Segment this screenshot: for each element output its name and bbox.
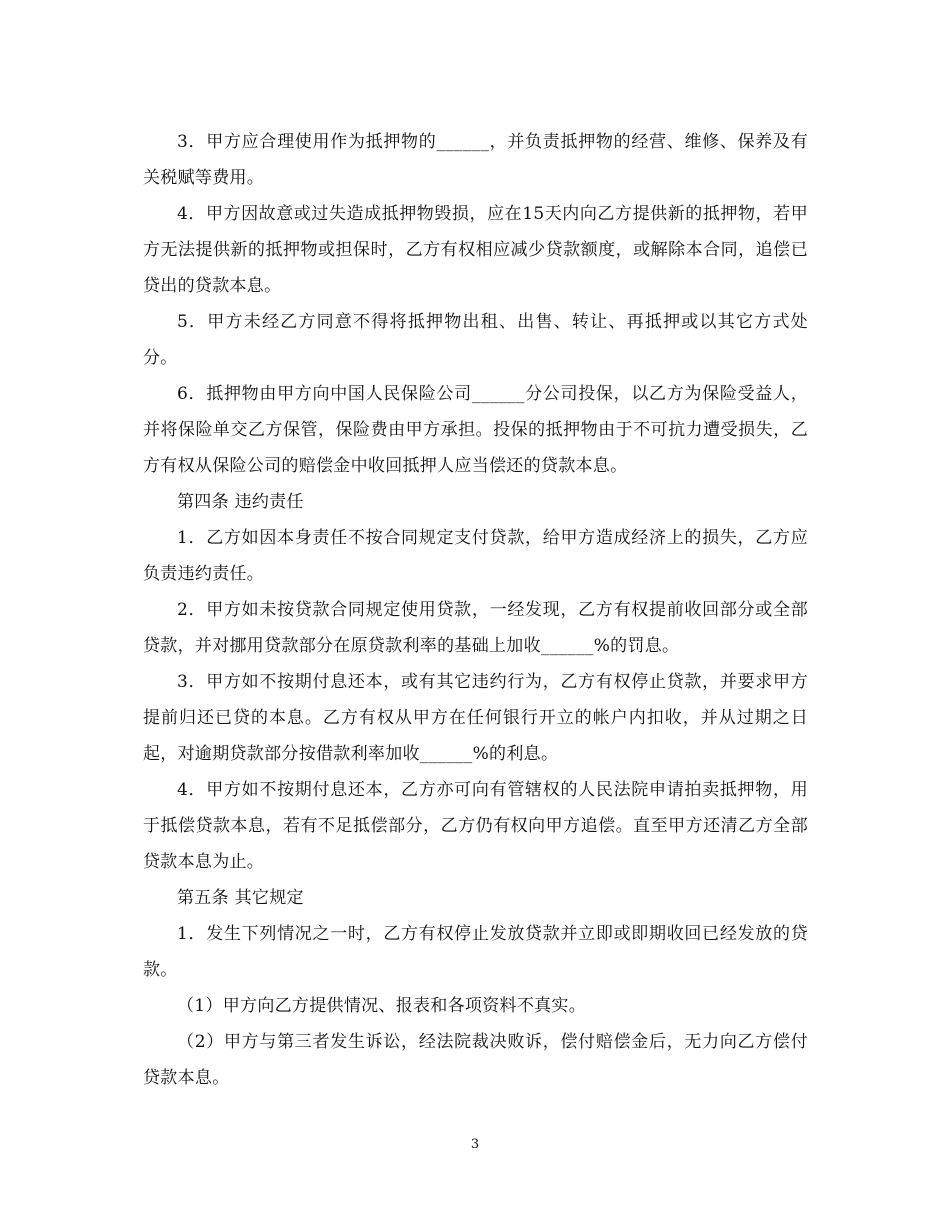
article-4-heading: 第四条 违约责任 <box>177 492 304 512</box>
page-number: 3 <box>470 1137 480 1152</box>
clause-5-collateral-disposal: 5．甲方未经乙方同意不得将抵押物出租、出售、转让、再抵押或以其它方式处分。 <box>143 312 808 368</box>
document-body <box>143 124 808 1096</box>
article-5-item-1: （1）甲方向乙方提供情况、报表和各项资料不真实。 <box>177 996 587 1016</box>
article-4-clause-2: 2．甲方如未按贷款合同规定使用贷款，一经发现，乙方有权提前收回部分或全部贷款，并对挪用贷款部分在原贷款利率的基础上加收______%的罚息。 <box>143 600 808 656</box>
clause-6-collateral-insurance: 6．抵押物由甲方向中国人民保险公司______分公司投保，以乙方为保险受益人，并将保险单交乙方保管，保险费由甲方承担。投保的抵押物由于不可抗力遭受损失，乙方有权从保险公司的赔偿金中收回抵押人应当偿还的贷款本息。 <box>143 384 808 476</box>
article-5-clause-1: 1．发生下列情况之一时，乙方有权停止发放贷款并立即或即期收回已经发放的贷款。 <box>143 924 808 980</box>
article-4-clause-3: 3．甲方如不按期付息还本，或有其它违约行为，乙方有权停止贷款，并要求甲方提前归还已贷的本息。乙方有权从甲方在任何银行开立的帐户内扣收，并从过期之日起，对逾期贷款部分按借款利率加收______%的利息。 <box>143 672 808 764</box>
clause-3-collateral-use: 3．甲方应合理使用作为抵押物的______，并负责抵押物的经营、维修、保养及有关税赋等费用。 <box>143 132 808 188</box>
article-4-clause-1: 1．乙方如因本身责任不按合同规定支付贷款，给甲方造成经济上的损失，乙方应负责违约责任。 <box>143 528 808 584</box>
article-5-heading: 第五条 其它规定 <box>177 888 304 908</box>
clause-4-collateral-damage: 4．甲方因故意或过失造成抵押物毁损，应在15天内向乙方提供新的抵押物，若甲方无法提供新的抵押物或担保时，乙方有权相应减少贷款额度，或解除本合同，追偿已贷出的贷款本息。 <box>143 204 808 296</box>
article-5-item-2: （2）甲方与第三者发生诉讼，经法院裁决败诉，偿付赔偿金后，无力向乙方偿付贷款本息。 <box>143 1032 808 1088</box>
article-4-clause-4: 4．甲方如不按期付息还本，乙方亦可向有管辖权的人民法院申请拍卖抵押物，用于抵偿贷款本息，若有不足抵偿部分，乙方仍有权向甲方追偿。直至甲方还清乙方全部贷款本息为止。 <box>143 780 808 872</box>
